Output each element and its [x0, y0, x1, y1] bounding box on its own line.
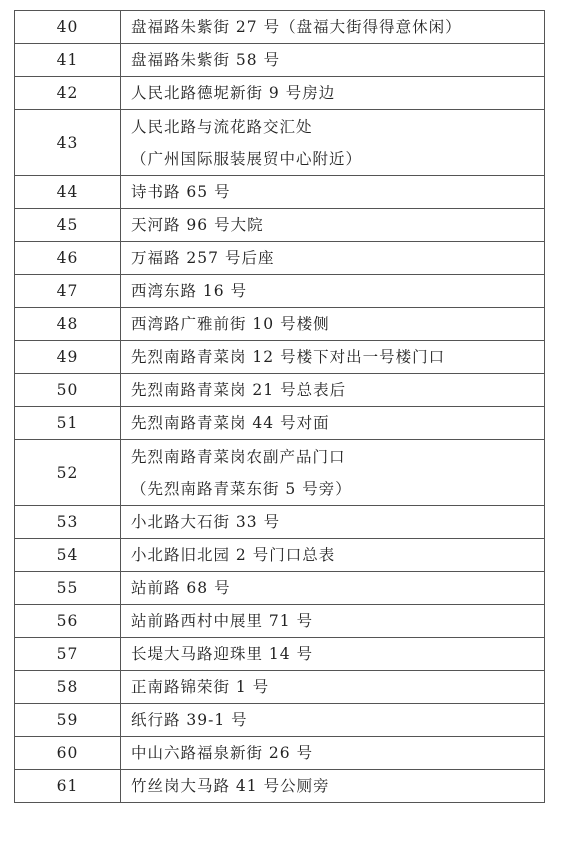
row-address — [121, 440, 545, 506]
address-line: 人民北路与流花路交汇处 — [131, 117, 313, 136]
row-number: 41 — [15, 44, 121, 77]
address-line: 人民北路德坭新街 9 号房边 — [131, 84, 336, 102]
row-address — [121, 737, 545, 770]
row-number: 55 — [15, 572, 121, 605]
row-number: 40 — [15, 11, 121, 44]
table-row — [15, 275, 545, 308]
table-row — [15, 671, 545, 704]
address-line: 先烈南路青菜岗 21 号总表后 — [131, 381, 347, 399]
address-line: 站前路西村中展里 71 号 — [131, 612, 314, 630]
table-row — [15, 407, 545, 440]
row-number: 42 — [15, 77, 121, 110]
table-row — [15, 605, 545, 638]
address-line: （先烈南路青菜东街 5 号旁） — [131, 479, 352, 498]
row-address — [121, 770, 545, 803]
address-line: 竹丝岗大马路 41 号公厕旁 — [131, 777, 330, 795]
table-row — [15, 242, 545, 275]
address-line: 小北路大石街 33 号 — [131, 513, 281, 531]
address-line: 纸行路 39-1 号 — [131, 711, 248, 729]
table-row — [15, 110, 545, 176]
table-row — [15, 638, 545, 671]
address-line: （广州国际服装展贸中心附近） — [131, 149, 363, 168]
table-row — [15, 44, 545, 77]
row-number: 44 — [15, 176, 121, 209]
address-line: 诗书路 65 号 — [131, 183, 231, 201]
row-number: 43 — [15, 110, 121, 176]
row-number: 61 — [15, 770, 121, 803]
row-address — [121, 671, 545, 704]
row-address — [121, 539, 545, 572]
row-address — [121, 407, 545, 440]
address-table-body — [15, 11, 545, 803]
row-address — [121, 242, 545, 275]
row-number: 52 — [15, 440, 121, 506]
row-address — [121, 110, 545, 176]
table-row — [15, 308, 545, 341]
address-line: 西湾路广雅前街 10 号楼侧 — [131, 315, 330, 333]
row-address — [121, 572, 545, 605]
address-line: 西湾东路 16 号 — [131, 282, 248, 300]
row-address — [121, 44, 545, 77]
row-number: 50 — [15, 374, 121, 407]
table-row — [15, 374, 545, 407]
row-address — [121, 176, 545, 209]
address-table — [14, 10, 545, 803]
table-row — [15, 11, 545, 44]
row-address — [121, 638, 545, 671]
row-address — [121, 77, 545, 110]
row-address — [121, 11, 545, 44]
table-row — [15, 209, 545, 242]
row-number: 51 — [15, 407, 121, 440]
row-number: 56 — [15, 605, 121, 638]
table-row — [15, 572, 545, 605]
address-line: 天河路 96 号大院 — [131, 216, 264, 234]
table-row — [15, 77, 545, 110]
row-number: 45 — [15, 209, 121, 242]
address-line: 站前路 68 号 — [131, 579, 231, 597]
row-number: 54 — [15, 539, 121, 572]
address-line: 先烈南路青菜岗 44 号对面 — [131, 414, 330, 432]
row-address — [121, 506, 545, 539]
address-line: 万福路 257 号后座 — [131, 249, 275, 267]
table-row — [15, 176, 545, 209]
table-row — [15, 539, 545, 572]
row-number: 46 — [15, 242, 121, 275]
row-number: 60 — [15, 737, 121, 770]
address-line: 先烈南路青菜岗农副产品门口 — [131, 447, 346, 466]
row-address — [121, 374, 545, 407]
address-line: 中山六路福泉新街 26 号 — [131, 744, 314, 762]
row-number: 48 — [15, 308, 121, 341]
row-address — [121, 275, 545, 308]
table-row — [15, 506, 545, 539]
row-address — [121, 605, 545, 638]
address-line: 盘福路朱紫街 58 号 — [131, 51, 281, 69]
address-line: 先烈南路青菜岗 12 号楼下对出一号楼门口 — [131, 348, 446, 366]
table-row — [15, 770, 545, 803]
row-address — [121, 308, 545, 341]
table-row — [15, 737, 545, 770]
row-number: 47 — [15, 275, 121, 308]
address-line: 盘福路朱紫街 27 号（盘福大街得得意休闲） — [131, 18, 462, 36]
address-line: 正南路锦荣街 1 号 — [131, 678, 270, 696]
row-number: 58 — [15, 671, 121, 704]
table-row — [15, 704, 545, 737]
table-row — [15, 341, 545, 374]
table-row — [15, 440, 545, 506]
row-number: 59 — [15, 704, 121, 737]
row-address — [121, 704, 545, 737]
row-address — [121, 341, 545, 374]
row-address — [121, 209, 545, 242]
row-number: 49 — [15, 341, 121, 374]
address-line: 长堤大马路迎珠里 14 号 — [131, 645, 314, 663]
row-number: 57 — [15, 638, 121, 671]
row-number: 53 — [15, 506, 121, 539]
address-line: 小北路旧北园 2 号门口总表 — [131, 546, 336, 564]
